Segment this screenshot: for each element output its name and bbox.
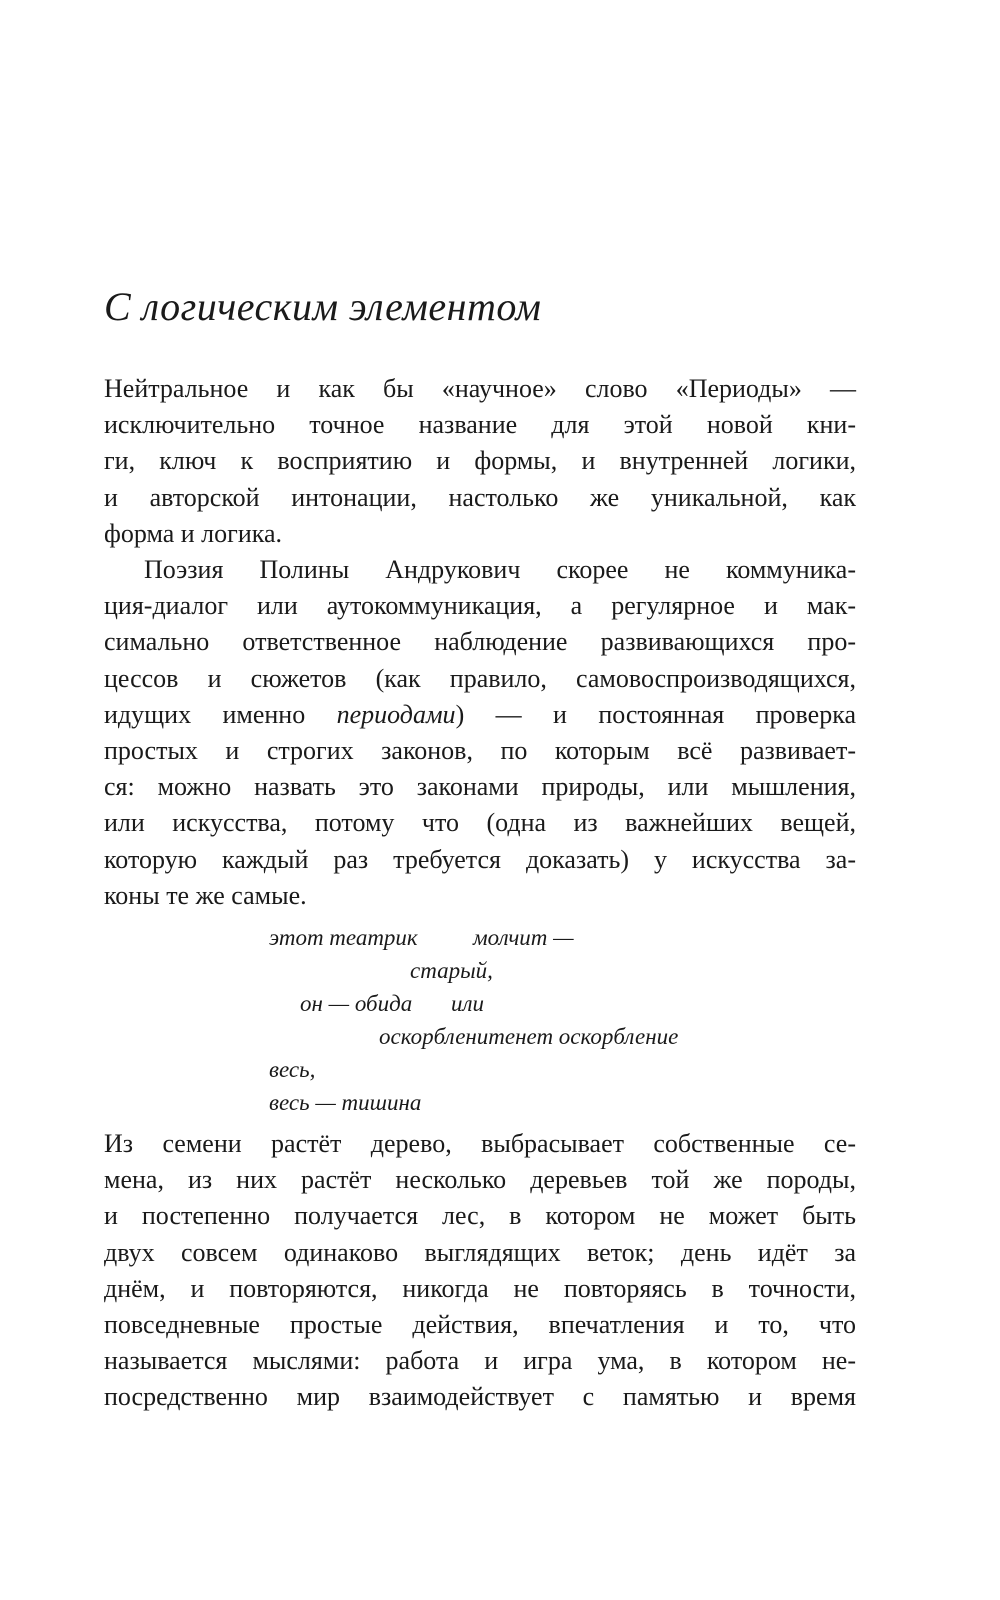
text-line: цессов и сюжетов (как правило, самовоспроизводящихся,: [104, 663, 856, 693]
text-line: Нейтральное и как бы «научное» слово «Периоды» —: [104, 374, 856, 403]
text-segment: ) — и постоянная проверка: [455, 699, 856, 729]
paragraph-2: [104, 552, 856, 914]
poem-line: весь — тишина: [269, 1090, 422, 1115]
poem-line: оскорбленитенет оскорбление: [379, 1024, 679, 1049]
text-line: мена, из них растёт несколько деревьев той же породы,: [104, 1165, 856, 1195]
text-line: Поэзия Полины Андрукович скорее не коммуника-: [144, 555, 856, 584]
text-line: и авторской интонации, настолько же уникальной, как: [104, 482, 856, 512]
paragraph-3: [104, 1126, 856, 1416]
text-line: коны те же самые.: [104, 880, 307, 910]
text-line: и постепенно получается лес, в котором не может быть: [104, 1201, 856, 1231]
poem-line: старый,: [410, 958, 493, 983]
paragraph-1: [104, 371, 856, 552]
text-line: повседневные простые действия, впечатления и то, что: [104, 1309, 856, 1339]
text-line: ся: можно назвать это законами природы, или мышления,: [104, 772, 856, 802]
text-line: или искусства, потому что (одна из важнейших вещей,: [104, 808, 856, 838]
text-line: простых и строгих законов, по которым всё развивает-: [104, 735, 856, 765]
text-line: исключительно точное название для этой новой кни-: [104, 410, 856, 440]
emphasis-word: периодами: [336, 699, 456, 729]
text-line: симально ответственное наблюдение развивающихся про-: [104, 627, 856, 657]
poem-line: или: [451, 991, 485, 1016]
chapter-title: С логическим элементом: [104, 284, 542, 329]
text-line: посредственно мир взаимодействует с памятью и время: [104, 1382, 856, 1412]
poem-line: молчит —: [473, 925, 574, 950]
poem-line: он — обида: [300, 991, 413, 1016]
poem-line: этот театрик: [269, 925, 418, 950]
text-line: ция-диалог или аутокоммуникация, а регулярное и мак-: [104, 591, 856, 621]
text-line: Из семени растёт дерево, выбрасывает собственные се-: [104, 1129, 856, 1158]
text-line: которую каждый раз требуется доказать) у искусства за-: [104, 844, 856, 874]
text-line: называется мыслями: работа и игра ума, в котором не-: [104, 1346, 856, 1376]
text-line: днём, и повторяются, никогда не повторяясь в точности,: [104, 1273, 856, 1303]
poem-line: весь,: [269, 1057, 316, 1082]
text-line: двух совсем одинаково выглядящих веток; день идёт за: [104, 1237, 856, 1267]
text-line-with-emphasis: [104, 697, 856, 733]
text-line: форма и логика.: [104, 518, 283, 548]
text-line: ги, ключ к восприятию и формы, и внутренней логики,: [104, 446, 856, 476]
text-segment: идущих именно: [104, 699, 337, 729]
